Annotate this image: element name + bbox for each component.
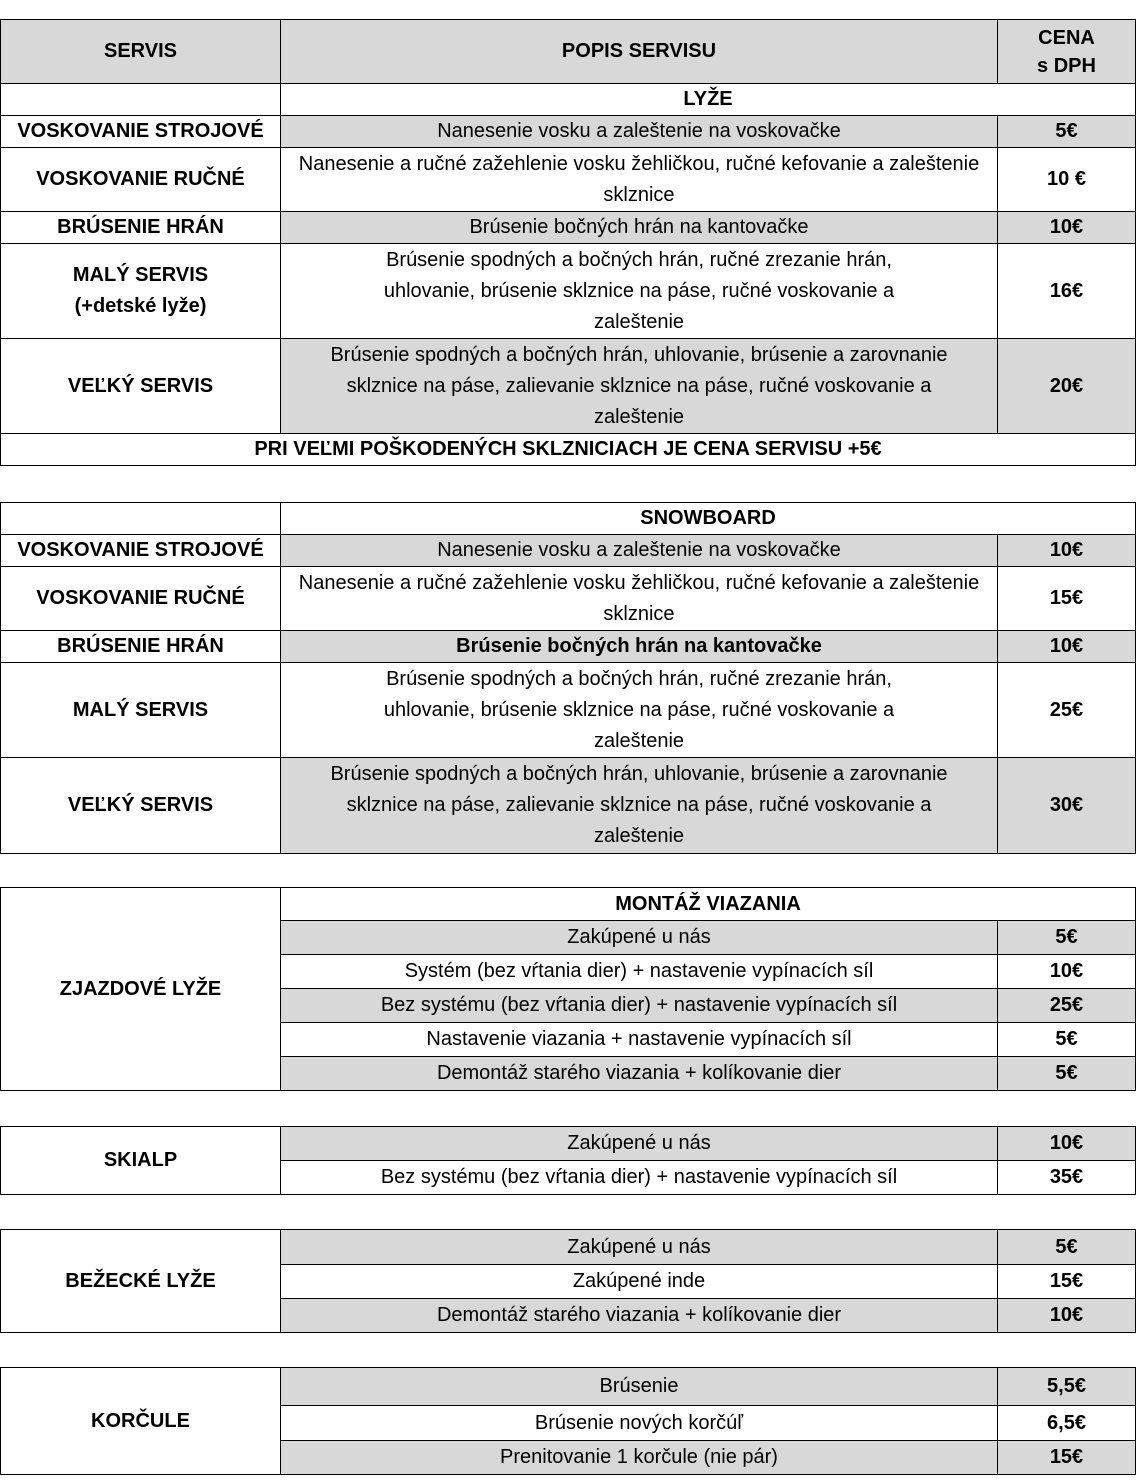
service-name: VOSKOVANIE RUČNÉ — [1, 567, 281, 631]
service-description: Demontáž starého viazania + kolíkovanie dier — [281, 1299, 998, 1333]
header-popis: POPIS SERVISU — [281, 20, 998, 84]
service-name: VEĽKÝ SERVIS — [1, 339, 281, 434]
service-name: MALÝ SERVIS — [1, 663, 281, 758]
service-description: Zakúpené u nás — [281, 1127, 998, 1161]
service-price: 10€ — [998, 535, 1136, 567]
table-row — [1, 758, 1136, 854]
lyze-table — [0, 19, 1136, 466]
service-price: 10€ — [998, 212, 1136, 244]
service-description: Brúsenie bočných hrán na kantovačke — [281, 212, 998, 244]
service-description: Systém (bez vŕtania dier) + nastavenie vypínacích síl — [281, 955, 998, 989]
service-price: 15€ — [998, 1441, 1136, 1475]
service-name — [1, 244, 281, 339]
category-name: KORČULE — [1, 1368, 281, 1475]
service-description: Bez systému (bez vŕtania dier) + nastavenie vypínacích síl — [281, 1161, 998, 1195]
service-description: Bez systému (bez vŕtania dier) + nastavenie vypínacích síl — [281, 989, 998, 1023]
service-name: VOSKOVANIE STROJOVÉ — [1, 535, 281, 567]
table-row — [1, 567, 1136, 631]
service-description: Nastavenie viazania + nastavenie vypínacích síl — [281, 1023, 998, 1057]
category-name: SKIALP — [1, 1127, 281, 1195]
table-row — [1, 631, 1136, 663]
service-price: 5,5€ — [998, 1368, 1136, 1406]
table-row — [1, 1230, 1136, 1265]
service-price: 5€ — [998, 1230, 1136, 1265]
service-description: Nanesenie a ručné zažehlenie vosku žehličkou, ručné kefovanie a zaleštenie sklznice — [281, 567, 998, 631]
table-row — [1, 244, 1136, 339]
service-description: Brúsenie spodných a bočných hrán, uhlovanie, brúsenie a zarovnanie sklznice na páse, zalievanie sklznice na páse, ručné voskovanie a zaleštenie — [281, 758, 998, 854]
service-price: 35€ — [998, 1161, 1136, 1195]
service-name: VOSKOVANIE RUČNÉ — [1, 148, 281, 212]
section-title-row — [1, 888, 1136, 921]
section-title-montaz: MONTÁŽ VIAZANIA — [281, 888, 1136, 921]
service-price: 15€ — [998, 1265, 1136, 1299]
service-price: 10€ — [998, 955, 1136, 989]
montaz-table — [0, 887, 1136, 1091]
section-title-lyze: LYŽE — [281, 84, 1136, 116]
service-description: Zakúpené inde — [281, 1265, 998, 1299]
service-name: VEĽKÝ SERVIS — [1, 758, 281, 854]
service-description: Nanesenie a ručné zažehlenie vosku žehličkou, ručné kefovanie a zaleštenie sklznice — [281, 148, 998, 212]
service-price: 25€ — [998, 989, 1136, 1023]
service-description: Prenitovanie 1 korčule (nie pár) — [281, 1441, 998, 1475]
service-price: 10€ — [998, 631, 1136, 663]
service-price: 10€ — [998, 1127, 1136, 1161]
table-header-row — [1, 20, 1136, 84]
service-description: Brúsenie bočných hrán na kantovačke — [281, 631, 998, 663]
service-name-sub: (+detské lyže) — [74, 295, 207, 317]
korcule-table — [0, 1367, 1136, 1475]
service-price: 5€ — [998, 1057, 1136, 1091]
service-description: Zakúpené u nás — [281, 921, 998, 955]
header-servis: SERVIS — [1, 20, 281, 84]
category-name: BEŽECKÉ LYŽE — [1, 1230, 281, 1333]
table-row — [1, 212, 1136, 244]
service-price: 5€ — [998, 1023, 1136, 1057]
service-description: Brúsenie nových korčúľ — [281, 1406, 998, 1441]
table-row — [1, 1127, 1136, 1161]
service-price: 30€ — [998, 758, 1136, 854]
service-price: 5€ — [998, 116, 1136, 148]
header-cena: CENA s DPH — [998, 20, 1136, 84]
table-row — [1, 663, 1136, 758]
bezecke-table — [0, 1229, 1136, 1333]
service-price: 10€ — [998, 1299, 1136, 1333]
section-title-snowboard: SNOWBOARD — [281, 503, 1136, 535]
note-row — [1, 434, 1136, 466]
service-description: Brúsenie — [281, 1368, 998, 1406]
service-price: 20€ — [998, 339, 1136, 434]
service-description: Brúsenie spodných a bočných hrán, ručné zrezanie hrán, uhlovanie, brúsenie sklznice na páse, ručné voskovanie a zaleštenie — [281, 663, 998, 758]
service-price: 10 € — [998, 148, 1136, 212]
service-price: 5€ — [998, 921, 1136, 955]
service-description: Nanesenie vosku a zaleštenie na voskovačke — [281, 535, 998, 567]
service-name: BRÚSENIE HRÁN — [1, 212, 281, 244]
surcharge-note: PRI VEĽMI POŠKODENÝCH SKLZNICIACH JE CENA SERVISU +5€ — [1, 434, 1136, 466]
service-description: Brúsenie spodných a bočných hrán, ručné zrezanie hrán, uhlovanie, brúsenie sklznice na páse, ručné voskovanie a zaleštenie — [281, 244, 998, 339]
service-name: VOSKOVANIE STROJOVÉ — [1, 116, 281, 148]
table-row — [1, 148, 1136, 212]
service-name-main: MALÝ SERVIS — [72, 264, 209, 286]
service-description: Brúsenie spodných a bočných hrán, uhlovanie, brúsenie a zarovnanie sklznice na páse, zalievanie sklznice na páse, ručné voskovanie a zaleštenie — [281, 339, 998, 434]
service-name: BRÚSENIE HRÁN — [1, 631, 281, 663]
table-row — [1, 116, 1136, 148]
service-price: 25€ — [998, 663, 1136, 758]
section-title-row — [1, 84, 1136, 116]
service-description: Demontáž starého viazania + kolíkovanie dier — [281, 1057, 998, 1091]
snowboard-table — [0, 502, 1136, 854]
skialp-table — [0, 1126, 1136, 1195]
service-price: 6,5€ — [998, 1406, 1136, 1441]
category-name: ZJAZDOVÉ LYŽE — [1, 888, 281, 1091]
service-price: 15€ — [998, 567, 1136, 631]
service-description: Zakúpené u nás — [281, 1230, 998, 1265]
service-price: 16€ — [998, 244, 1136, 339]
service-description: Nanesenie vosku a zaleštenie na voskovačke — [281, 116, 998, 148]
table-row — [1, 1368, 1136, 1406]
table-row — [1, 535, 1136, 567]
table-row — [1, 339, 1136, 434]
section-title-row — [1, 503, 1136, 535]
